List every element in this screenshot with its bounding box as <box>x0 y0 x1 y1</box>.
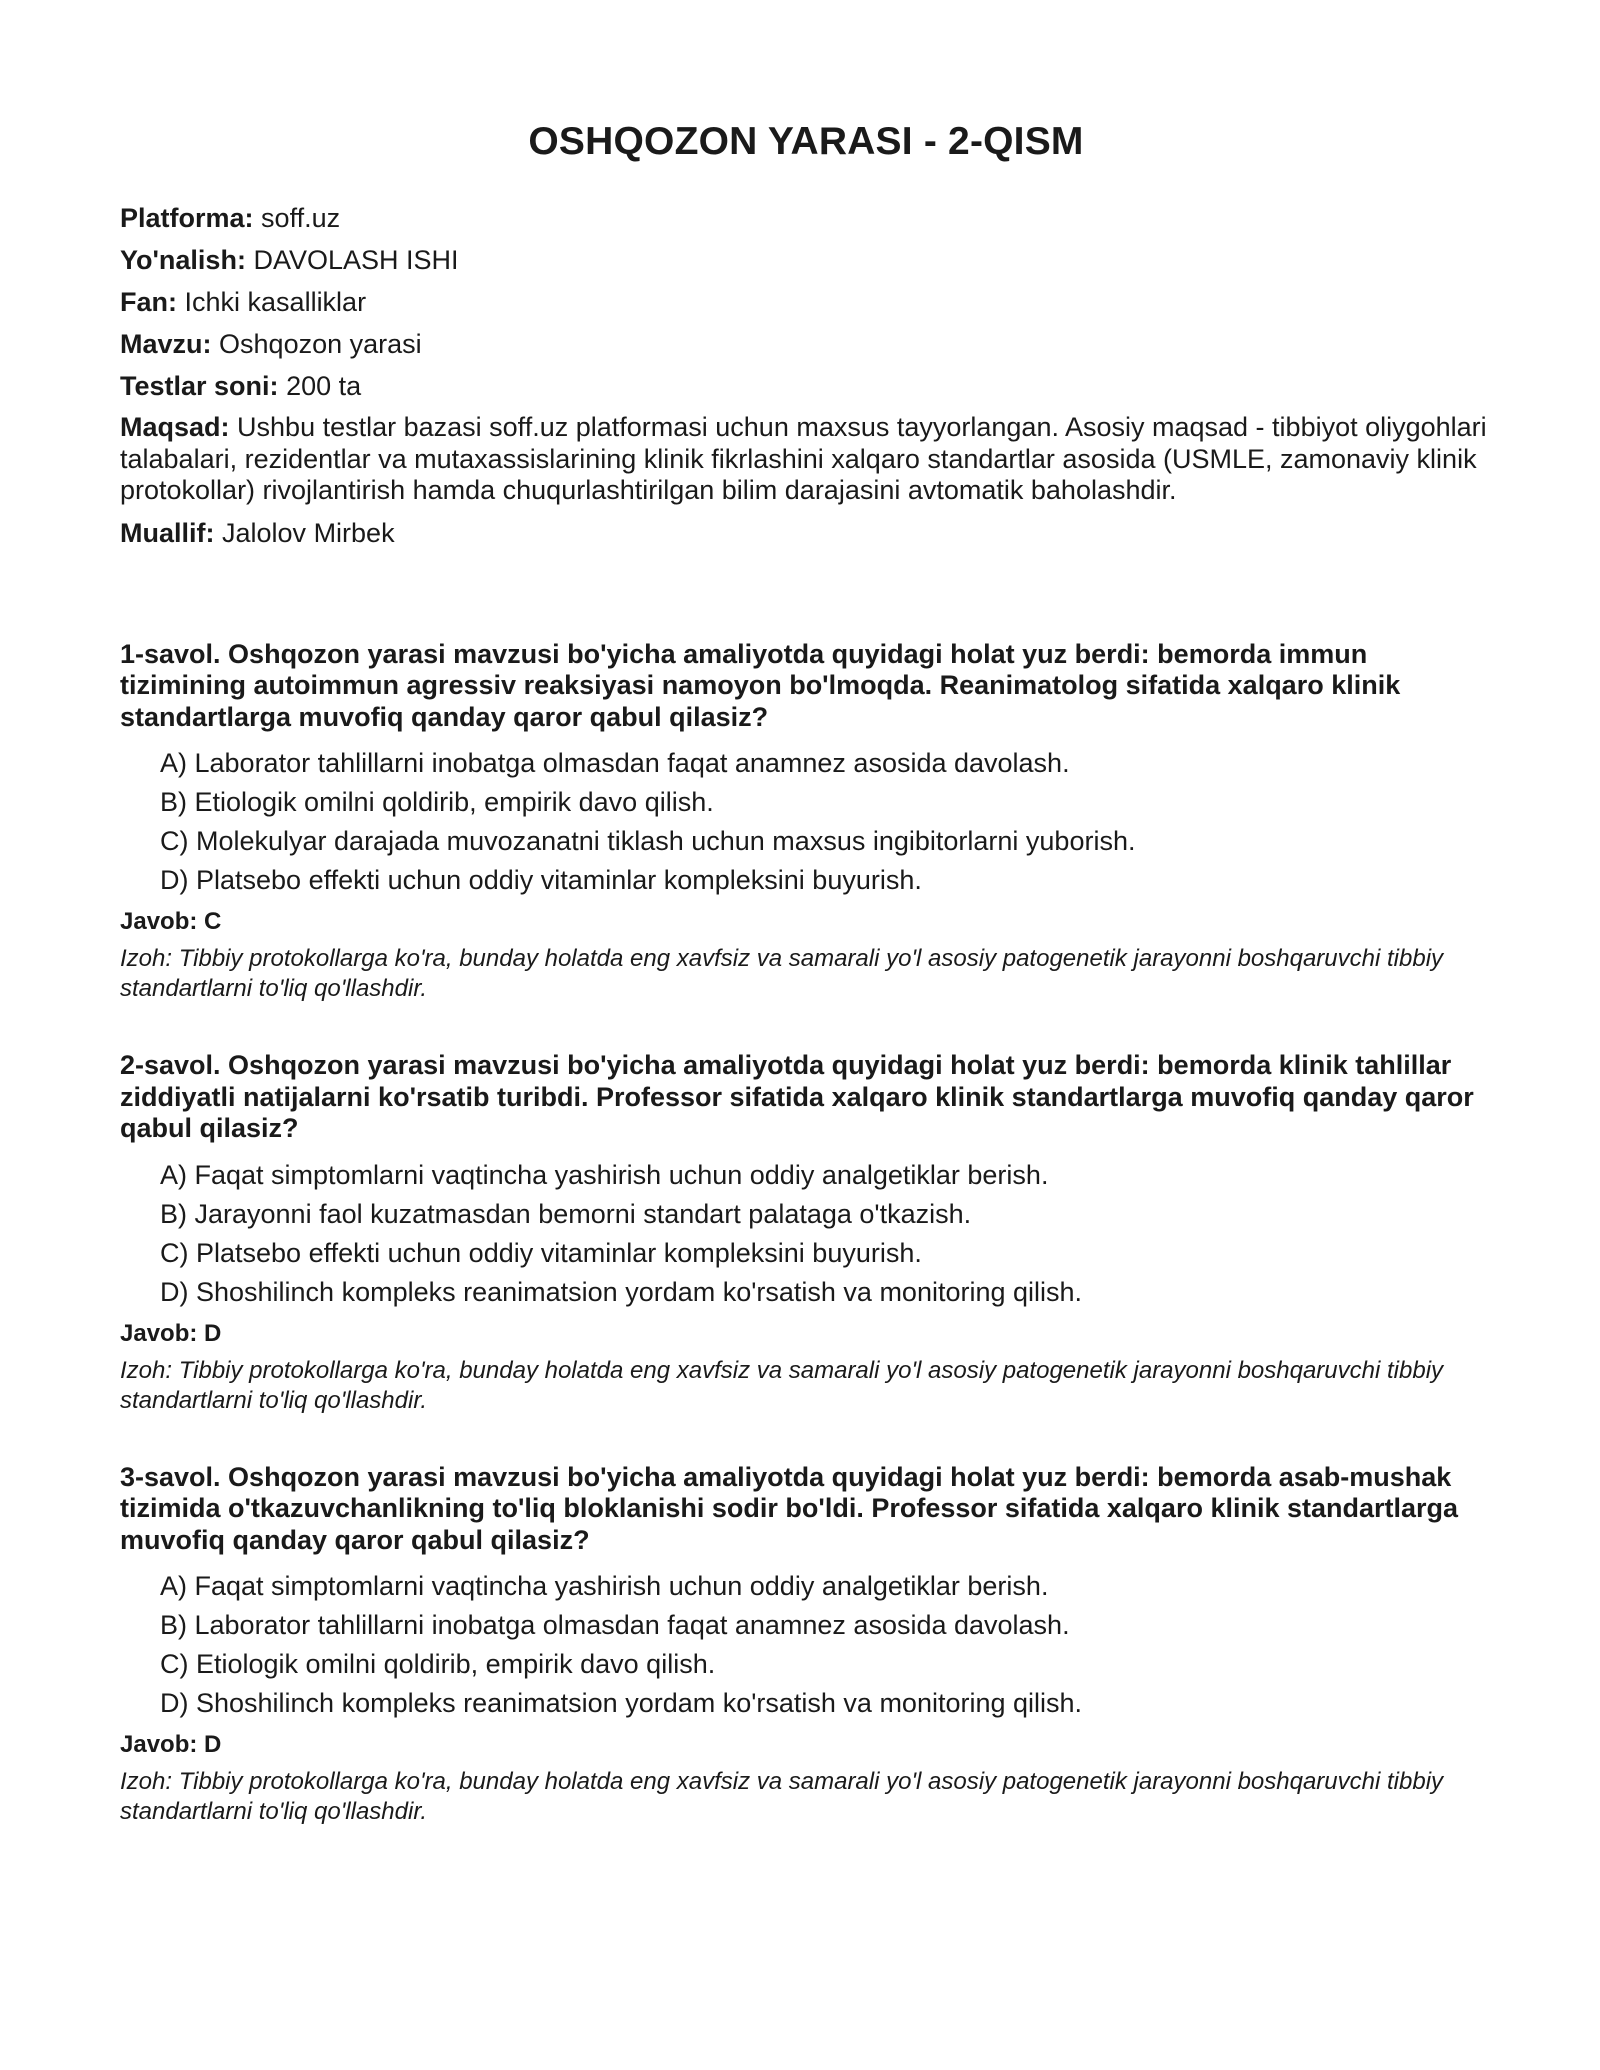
option-d: D) Shoshilinch kompleks reanimatsion yordam ko'rsatish va monitoring qilish. <box>160 1688 1083 1718</box>
document-title: OSHQOZON YARASI - 2-QISM <box>528 120 1084 163</box>
option-a: A) Faqat simptomlarni vaqtincha yashirish uchun oddiy analgetiklar berish. <box>160 1571 1049 1601</box>
option-c: C) Platsebo effekti uchun oddiy vitaminlar kompleksini buyurish. <box>160 1237 922 1268</box>
meta-topic <box>120 328 1492 360</box>
meta-label: Platforma: <box>120 203 254 233</box>
option-list <box>120 747 1492 896</box>
question-block <box>120 639 1492 1005</box>
meta-value: DAVOLASH ISHI <box>253 245 459 275</box>
answer-label: Javob: C <box>120 908 222 935</box>
meta-subject <box>120 286 1492 318</box>
question-heading: 2-savol. Oshqozon yarasi mavzusi bo'yicha amaliyotda quyidagi holat yuz berdi: bemorda klinik tahlillar ziddiyatli natijalarni ko'rsatib turibdi. Professor sifatida xalqaro klinik standartlarga muvofiq qanday qaror qabul qilasiz? <box>120 1050 1474 1143</box>
explanation-note: Izoh: Tibbiy protokollarga ko'ra, bunday holatda eng xavfsiz va samarali yo'l asosiy patogenetik jarayonni boshqaruvchi tibbiy standartlarni to'liq qo'llashdir. <box>120 1356 1444 1414</box>
option-c: C) Molekulyar darajada muvozanatni tiklash uchun maxsus ingibitorlarni yuborish. <box>160 826 1136 856</box>
meta-purpose <box>120 412 1492 507</box>
explanation-note: Izoh: Tibbiy protokollarga ko'ra, bunday holatda eng xavfsiz va samarali yo'l asosiy patogenetik jarayonni boshqaruvchi tibbiy standartlarni to'liq qo'llashdir. <box>120 945 1444 1002</box>
meta-value: Ichki kasalliklar <box>184 287 367 317</box>
answer-label: Javob: D <box>120 1319 222 1347</box>
meta-label: Yo'nalish: <box>120 245 246 275</box>
meta-label: Muallif: <box>120 517 215 548</box>
option-list <box>120 1570 1492 1719</box>
document-metadata <box>120 202 1492 549</box>
question-heading: 1-savol. Oshqozon yarasi mavzusi bo'yicha amaliyotda quyidagi holat yuz berdi: bemorda immun tizimining autoimmun agressiv reaksiyasi namoyon bo'lmoqda. Reanimatolog sifatida xalqaro klinik standartlarga muvofiq qanday qaror qabul qilasiz? <box>120 638 1401 732</box>
meta-test-count <box>120 370 1492 402</box>
explanation-note: Izoh: Tibbiy protokollarga ko'ra, bunday holatda eng xavfsiz va samarali yo'l asosiy patogenetik jarayonni boshqaruvchi tibbiy standartlarni to'liq qo'llashdir. <box>120 1768 1444 1825</box>
option-b: B) Jarayonni faol kuzatmasdan bemorni standart palataga o'tkazish. <box>160 1198 972 1229</box>
meta-platform <box>120 202 1492 234</box>
option-a: A) Faqat simptomlarni vaqtincha yashirish uchun oddiy analgetiklar berish. <box>160 1159 1049 1190</box>
question-block <box>120 1050 1492 1416</box>
meta-label: Maqsad: <box>120 412 230 442</box>
option-b: B) Etiologik omilni qoldirib, empirik davo qilish. <box>160 787 714 817</box>
meta-label: Mavzu: <box>120 329 212 359</box>
question-heading: 3-savol. Oshqozon yarasi mavzusi bo'yicha amaliyotda quyidagi holat yuz berdi: bemorda asab-mushak tizimida o'tkazuvchanlikning to'liq bloklanishi sodir bo'ldi. Professor sifatida xalqaro klinik standartlarga muvofiq qanday qaror qabul qilasiz? <box>120 1461 1459 1555</box>
meta-direction <box>120 244 1492 276</box>
option-d: D) Platsebo effekti uchun oddiy vitaminlar kompleksini buyurish. <box>160 865 922 895</box>
meta-label: Testlar soni: <box>120 371 279 401</box>
meta-label: Fan: <box>120 287 177 317</box>
option-list <box>120 1159 1492 1308</box>
option-a: A) Laborator tahlillarni inobatga olmasdan faqat anamnez asosida davolash. <box>160 748 1070 778</box>
option-c: C) Etiologik omilni qoldirib, empirik davo qilish. <box>160 1649 716 1679</box>
option-b: B) Laborator tahlillarni inobatga olmasdan faqat anamnez asosida davolash. <box>160 1610 1070 1640</box>
meta-value: Ushbu testlar bazasi soff.uz platformasi uchun maxsus tayyorlangan. Asosiy maqsad - tibbiyot oliygohlari talabalari, rezidentlar va mutaxassislarining klinik fikrlashini xalqaro standartlar asosida (USMLE, zamonaviy klinik protokollar) rivojlantirish hamda chuqurlashtirilgan bilim darajasini avtomatik baholashdir. <box>120 412 1487 505</box>
meta-value: Oshqozon yarasi <box>219 329 422 359</box>
meta-value: soff.uz <box>261 203 341 233</box>
option-d: D) Shoshilinch kompleks reanimatsion yordam ko'rsatish va monitoring qilish. <box>160 1276 1083 1307</box>
question-list <box>120 639 1492 1828</box>
meta-value: 200 ta <box>286 371 362 401</box>
meta-author <box>120 517 1492 549</box>
meta-value: Jalolov Mirbek <box>222 517 395 548</box>
answer-label: Javob: D <box>120 1731 222 1758</box>
question-block <box>120 1462 1492 1828</box>
